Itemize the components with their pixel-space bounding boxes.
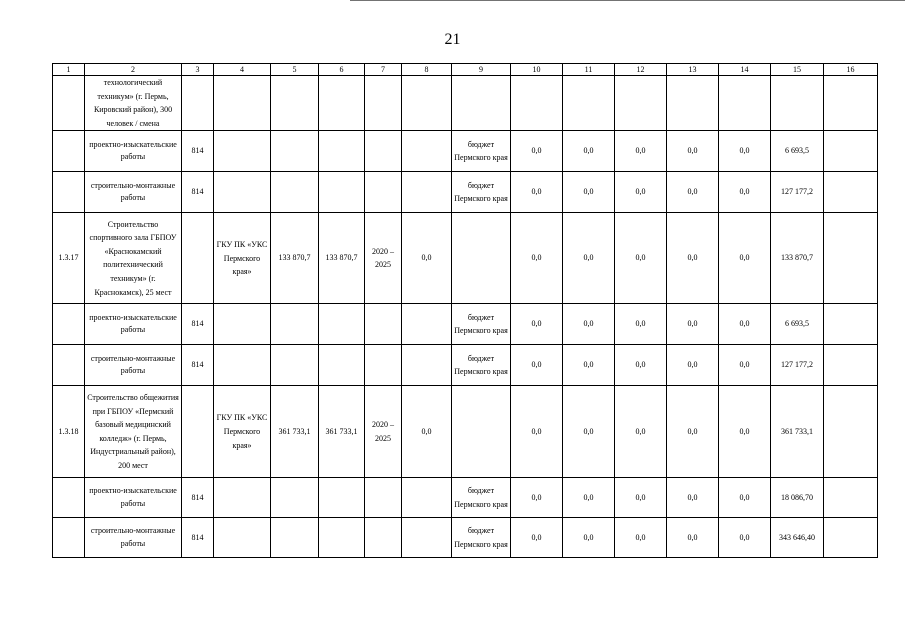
header-row [53, 64, 878, 76]
cell-name: Строительство общежития при ГБПОУ «Пермский базовый медицинский колледж» (г. Пермь, Индустриальный район), 200 мест [85, 386, 182, 478]
cell-value: 0,0 [563, 345, 615, 386]
cell-value: 0,0 [563, 213, 615, 304]
cell-value: 133 870,7 [771, 213, 824, 304]
cell-value [271, 478, 319, 518]
cell-value: 0,0 [615, 172, 667, 213]
cell-value: 18 086,70 [771, 478, 824, 518]
cell-value [771, 76, 824, 131]
cell-value [271, 172, 319, 213]
cell-code [182, 386, 214, 478]
page-number: 21 [444, 31, 461, 48]
cell-period [365, 518, 402, 558]
cell-period [365, 304, 402, 345]
cell-value: 0,0 [563, 518, 615, 558]
header-cell: 14 [719, 64, 771, 76]
cell-name: строительно-монтажные работы [85, 345, 182, 386]
cell-value: 0,0 [511, 386, 563, 478]
cell-source [452, 386, 511, 478]
cell-source: бюджет Пермского края [452, 478, 511, 518]
cell-value: 0,0 [667, 478, 719, 518]
cell-number [53, 76, 85, 131]
cell-value: 0,0 [511, 345, 563, 386]
cell-value [271, 131, 319, 172]
cell-name: проектно-изыскательские работы [85, 131, 182, 172]
cell-number [53, 304, 85, 345]
cell-number [53, 172, 85, 213]
cell-agency: ГКУ ПК «УКС Пермского края» [214, 386, 271, 478]
cell-value [319, 478, 365, 518]
cell-name: проектно-изыскательские работы [85, 304, 182, 345]
cell-value [271, 345, 319, 386]
cell-period: 2020 – 2025 [365, 386, 402, 478]
header-cell: 3 [182, 64, 214, 76]
table-row [53, 345, 878, 386]
cell-value [271, 304, 319, 345]
cell-value [271, 518, 319, 558]
header-cell: 13 [667, 64, 719, 76]
cell-value [402, 304, 452, 345]
cell-value [824, 213, 878, 304]
cell-value: 0,0 [719, 518, 771, 558]
table-row [53, 172, 878, 213]
cell-value [402, 76, 452, 131]
cell-value [319, 131, 365, 172]
cell-value: 133 870,7 [271, 213, 319, 304]
cell-value [319, 172, 365, 213]
cell-code: 814 [182, 478, 214, 518]
cell-value: 0,0 [511, 172, 563, 213]
cell-period [365, 131, 402, 172]
cell-value: 0,0 [615, 304, 667, 345]
cell-value: 0,0 [667, 386, 719, 478]
cell-agency [214, 518, 271, 558]
cell-code: 814 [182, 518, 214, 558]
header-cell: 6 [319, 64, 365, 76]
cell-value: 0,0 [667, 304, 719, 345]
table-row [53, 386, 878, 478]
cell-code: 814 [182, 345, 214, 386]
cell-value: 361 733,1 [319, 386, 365, 478]
cell-value: 0,0 [615, 478, 667, 518]
cell-agency [214, 304, 271, 345]
cell-value: 0,0 [615, 518, 667, 558]
cell-code: 814 [182, 131, 214, 172]
cell-value [319, 345, 365, 386]
header-cell: 2 [85, 64, 182, 76]
cell-name: проектно-изыскательские работы [85, 478, 182, 518]
cell-value [402, 172, 452, 213]
cell-value [824, 518, 878, 558]
cell-value: 0,0 [719, 304, 771, 345]
cell-value [319, 304, 365, 345]
cell-value [824, 345, 878, 386]
cell-value: 0,0 [563, 386, 615, 478]
table-row [53, 478, 878, 518]
cell-value: 133 870,7 [319, 213, 365, 304]
cell-source: бюджет Пермского края [452, 172, 511, 213]
cell-name: строительно-монтажные работы [85, 518, 182, 558]
table-row [53, 518, 878, 558]
cell-value [402, 131, 452, 172]
cell-code [182, 213, 214, 304]
cell-value: 0,0 [511, 213, 563, 304]
cell-source [452, 76, 511, 131]
cell-value [271, 76, 319, 131]
header-cell: 12 [615, 64, 667, 76]
scan-top-rule [350, 0, 905, 1]
cell-value [402, 345, 452, 386]
header-cell: 9 [452, 64, 511, 76]
cell-agency [214, 131, 271, 172]
cell-number [53, 478, 85, 518]
cell-source: бюджет Пермского края [452, 304, 511, 345]
cell-value: 0,0 [719, 213, 771, 304]
cell-value [615, 76, 667, 131]
cell-value: 0,0 [719, 131, 771, 172]
cell-agency [214, 76, 271, 131]
cell-number [53, 345, 85, 386]
cell-value [824, 478, 878, 518]
table-row [53, 304, 878, 345]
cell-value: 0,0 [563, 131, 615, 172]
cell-name: строительно-монтажные работы [85, 172, 182, 213]
cell-number: 1.3.18 [53, 386, 85, 478]
cell-value: 0,0 [615, 386, 667, 478]
cell-value [719, 76, 771, 131]
cell-period [365, 478, 402, 518]
cell-value: 0,0 [511, 304, 563, 345]
cell-value: 0,0 [563, 172, 615, 213]
cell-value: 343 646,40 [771, 518, 824, 558]
cell-value: 0,0 [719, 345, 771, 386]
cell-value: 0,0 [402, 213, 452, 304]
header-cell: 1 [53, 64, 85, 76]
cell-number [53, 518, 85, 558]
header-cell: 5 [271, 64, 319, 76]
cell-code: 814 [182, 304, 214, 345]
cell-period [365, 76, 402, 131]
cell-value: 0,0 [511, 518, 563, 558]
cell-period [365, 345, 402, 386]
table-row [53, 131, 878, 172]
cell-number: 1.3.17 [53, 213, 85, 304]
cell-value: 0,0 [511, 478, 563, 518]
cell-value: 0,0 [402, 386, 452, 478]
cell-value [824, 131, 878, 172]
cell-agency: ГКУ ПК «УКС Пермского края» [214, 213, 271, 304]
header-cell: 7 [365, 64, 402, 76]
cell-value: 0,0 [667, 131, 719, 172]
cell-name: технологический техникум» (г. Пермь, Кировский район), 300 человек / смена [85, 76, 182, 131]
cell-value: 0,0 [719, 478, 771, 518]
cell-value: 127 177,2 [771, 172, 824, 213]
cell-name: Строительство спортивного зала ГБПОУ «Краснокамский политехнический техникум» (г. Краснокамск), 25 мест [85, 213, 182, 304]
header-cell: 8 [402, 64, 452, 76]
cell-source: бюджет Пермского края [452, 131, 511, 172]
cell-value [824, 76, 878, 131]
cell-source: бюджет Пермского края [452, 518, 511, 558]
cell-number [53, 131, 85, 172]
cell-value: 361 733,1 [771, 386, 824, 478]
cell-value: 6 693,5 [771, 304, 824, 345]
cell-period: 2020 – 2025 [365, 213, 402, 304]
cell-value: 0,0 [563, 304, 615, 345]
cell-value [667, 76, 719, 131]
header-cell: 4 [214, 64, 271, 76]
budget-table [52, 63, 878, 558]
cell-value: 0,0 [719, 386, 771, 478]
cell-code: 814 [182, 172, 214, 213]
cell-value [402, 478, 452, 518]
cell-value: 0,0 [511, 131, 563, 172]
cell-value: 0,0 [615, 213, 667, 304]
cell-value: 0,0 [615, 345, 667, 386]
header-cell: 16 [824, 64, 878, 76]
cell-value [319, 76, 365, 131]
cell-value: 0,0 [667, 345, 719, 386]
cell-source: бюджет Пермского края [452, 345, 511, 386]
cell-value: 0,0 [667, 518, 719, 558]
cell-value: 6 693,5 [771, 131, 824, 172]
cell-value [511, 76, 563, 131]
cell-value: 0,0 [667, 172, 719, 213]
cell-code [182, 76, 214, 131]
cell-value [824, 304, 878, 345]
cell-source [452, 213, 511, 304]
cell-agency [214, 478, 271, 518]
cell-agency [214, 172, 271, 213]
header-cell: 10 [511, 64, 563, 76]
table-row [53, 76, 878, 131]
cell-value [563, 76, 615, 131]
cell-value [402, 518, 452, 558]
cell-value: 0,0 [667, 213, 719, 304]
header-cell: 15 [771, 64, 824, 76]
header-cell: 11 [563, 64, 615, 76]
cell-agency [214, 345, 271, 386]
table-row [53, 213, 878, 304]
cell-value [319, 518, 365, 558]
cell-value [824, 386, 878, 478]
cell-value: 361 733,1 [271, 386, 319, 478]
cell-period [365, 172, 402, 213]
cell-value: 0,0 [719, 172, 771, 213]
cell-value: 0,0 [563, 478, 615, 518]
cell-value: 0,0 [615, 131, 667, 172]
cell-value [824, 172, 878, 213]
cell-value: 127 177,2 [771, 345, 824, 386]
